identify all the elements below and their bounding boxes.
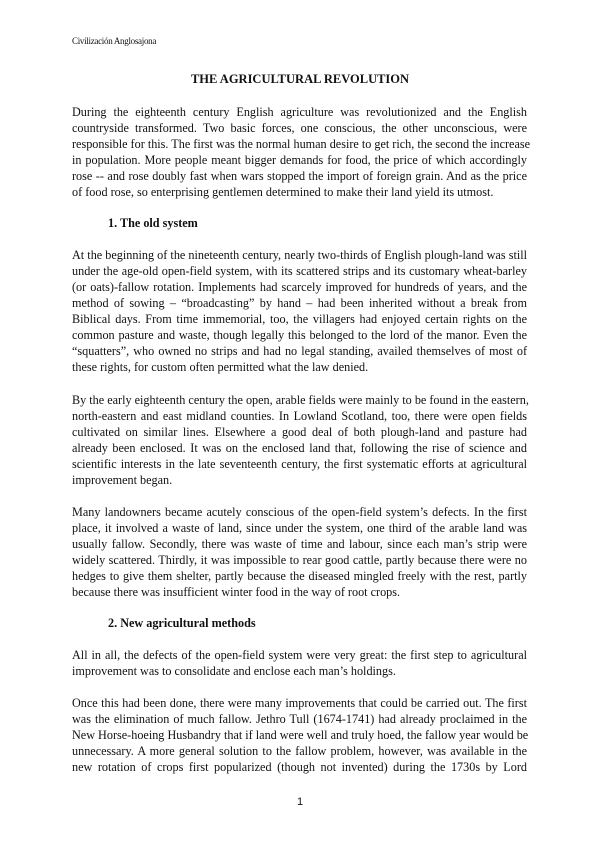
text-line: “squatters”, who owned no strips and had no legal standing, availed themselves of most of — [72, 344, 527, 358]
paragraph — [72, 104, 531, 200]
text-line: All in all, the defects of the open-field system were very great: the first step to agricultural — [72, 648, 527, 662]
text-line: these rights, for custom often permitted what the law denied. — [72, 360, 369, 374]
paragraph — [72, 504, 527, 600]
section-heading-old-system: 1. The old system — [108, 216, 198, 230]
text-line: north-eastern and east midland counties. In Lowland Scotland, too, there were open fields — [72, 409, 527, 423]
paragraph — [72, 392, 527, 488]
text-line: improvement began. — [72, 473, 173, 487]
text-line: responsible for this. The first was the normal human desire to get rich, the second the increase — [72, 137, 531, 151]
text-line: common pasture and waste, though legally this belonged to the lord of the manor. Even the — [72, 328, 527, 342]
text-line: new rotation of crops first popularized (though not invented) during the 1730s by Lord — [72, 760, 527, 774]
paragraph — [72, 247, 527, 375]
text-line: usually fallow. Secondly, there was waste of time and labour, since each man’s strip were — [72, 537, 527, 551]
text-line: improvement was to consolidate and enclose each man’s holdings. — [72, 664, 396, 678]
text-line: countryside transformed. Two basic forces, one conscious, the other unconscious, were — [72, 121, 527, 135]
page-number: 1 — [296, 796, 304, 808]
text-line: scientific interests in the late seventeenth century, the first systematic efforts at agricultural — [72, 457, 527, 471]
text-line: Once this had been done, there were many improvements that could be carried out. The first — [72, 696, 527, 710]
text-line: was the elimination of much fallow. Jethro Tull (1674-1741) had already proclaimed in the — [72, 712, 527, 726]
text-line: method of sowing – “broadcasting” by hand – had been inherited without a break from — [72, 296, 527, 310]
text-line: cultivated on similar lines. Elsewhere a good deal of both plough-land and pasture had — [72, 425, 527, 439]
text-line: Biblical days. From time immemorial, too, the villagers had enjoyed certain rights on the — [72, 312, 527, 326]
text-line: place, it involved a waste of land, since under the system, one third of the arable land was — [72, 521, 527, 535]
text-line: New Horse-hoeing Husbandry that if land were well and truly hoed, the fallow year would be — [72, 728, 529, 742]
paragraph — [72, 647, 527, 679]
text-line: because there was insufficient winter food in the way of root crops. — [72, 585, 401, 599]
text-line: Many landowners became acutely conscious of the open-field system’s defects. In the first — [72, 505, 527, 519]
text-line: of food rose, so enterprising gentlemen determined to make their land yield its utmost. — [72, 185, 494, 199]
text-line: During the eighteenth century English agriculture was revolutionized and the English — [72, 105, 527, 119]
text-line: By the early eighteenth century the open, arable fields were mainly to be found in the eastern, — [72, 393, 529, 407]
running-header: Civilización Anglosajona — [72, 36, 157, 46]
text-line: rose -- and rose doubly fast when wars stopped the import of foreign grain. And as the price — [72, 169, 527, 183]
text-line: hedges to give them shelter, partly because the diseased mingled freely with the rest, partly — [72, 569, 527, 583]
section-heading-new-methods: 2. New agricultural methods — [108, 616, 256, 630]
text-line: under the age-old open-field system, with its scattered strips and its customary wheat-barley — [72, 264, 527, 278]
text-line: (or oats)-fallow rotation. Implements had scarcely improved for hundreds of years, and the — [72, 280, 527, 294]
text-line: At the beginning of the nineteenth century, nearly two-thirds of English plough-land was still — [72, 248, 527, 262]
text-line: in population. More people meant bigger demands for food, the price of which accordingly — [72, 153, 527, 167]
text-line: widely scattered. Thirdly, it was impossible to rear good cattle, partly because there were no — [72, 553, 527, 567]
text-line: unnecessary. A more general solution to the fallow problem, however, was available in the — [72, 744, 527, 758]
text-line: already been enclosed. It was on the enclosed land that, following the rise of science and — [72, 441, 527, 455]
paragraph — [72, 695, 527, 775]
document-title: THE AGRICULTURAL REVOLUTION — [190, 72, 410, 86]
